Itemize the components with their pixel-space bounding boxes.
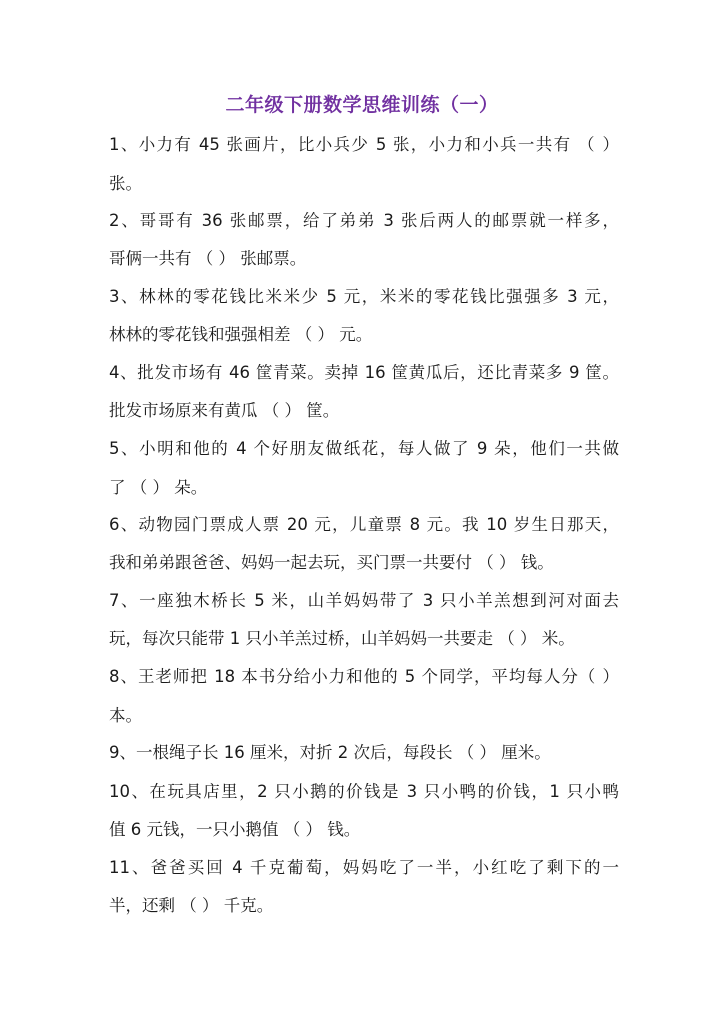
question-2-line-1: 2、哥哥有 36 张邮票，给了弟弟 3 张后两人的邮票就一样多，: [109, 211, 619, 230]
question-8-line-2: 本。: [109, 706, 142, 725]
page-title: 二年级下册数学思维训练（一）: [225, 94, 499, 116]
question-8-line-1: 8、王老师把 18 本书分给小力和他的 5 个同学，平均每人分（ ）: [109, 667, 619, 686]
question-1-line-2: 张。: [109, 174, 142, 193]
question-9-line-1: 9、一根绳子长 16 厘米，对折 2 次后，每段长 （ ） 厘米。: [109, 743, 551, 762]
question-5-line-1: 5、小明和他的 4 个好朋友做纸花，每人做了 9 朵，他们一共做: [109, 439, 619, 458]
question-6-line-1: 6、动物园门票成人票 20 元，儿童票 8 元。我 10 岁生日那天，: [109, 515, 619, 534]
question-7-line-1: 7、一座独木桥长 5 米，山羊妈妈带了 3 只小羊羔想到河对面去: [109, 591, 619, 610]
question-3-line-1: 3、林林的零花钱比米米少 5 元，米米的零花钱比强强多 3 元，: [109, 287, 619, 306]
question-4-line-2: 批发市场原来有黄瓜 （ ） 筐。: [109, 401, 340, 420]
question-11-line-1: 11、爸爸买回 4 千克葡萄，妈妈吃了一半，小红吃了剩下的一: [109, 858, 619, 877]
question-7-line-2: 玩，每次只能带 1 只小羊羔过桥，山羊妈妈一共要走 （ ） 米。: [109, 629, 575, 648]
question-1-line-1: 1、小力有 45 张画片，比小兵少 5 张，小力和小兵一共有 （ ）: [109, 135, 619, 154]
question-3-line-2: 林林的零花钱和强强相差 （ ） 元。: [109, 325, 373, 344]
question-2-line-2: 哥俩一共有 （ ） 张邮票。: [109, 249, 307, 268]
question-4-line-1: 4、批发市场有 46 筐青菜。卖掉 16 筐黄瓜后，还比青菜多 9 筐。: [109, 363, 619, 382]
question-11-line-2: 半，还剩 （ ） 千克。: [109, 896, 274, 915]
question-10-line-2: 值 6 元钱，一只小鹅值 （ ） 钱。: [109, 820, 361, 839]
question-5-line-2: 了 （ ） 朵。: [109, 478, 208, 497]
question-6-line-2: 我和弟弟跟爸爸、妈妈一起去玩，买门票一共要付 （ ） 钱。: [109, 553, 554, 572]
question-10-line-1: 10、在玩具店里，2 只小鹅的价钱是 3 只小鸭的价钱，1 只小鸭: [109, 782, 619, 801]
